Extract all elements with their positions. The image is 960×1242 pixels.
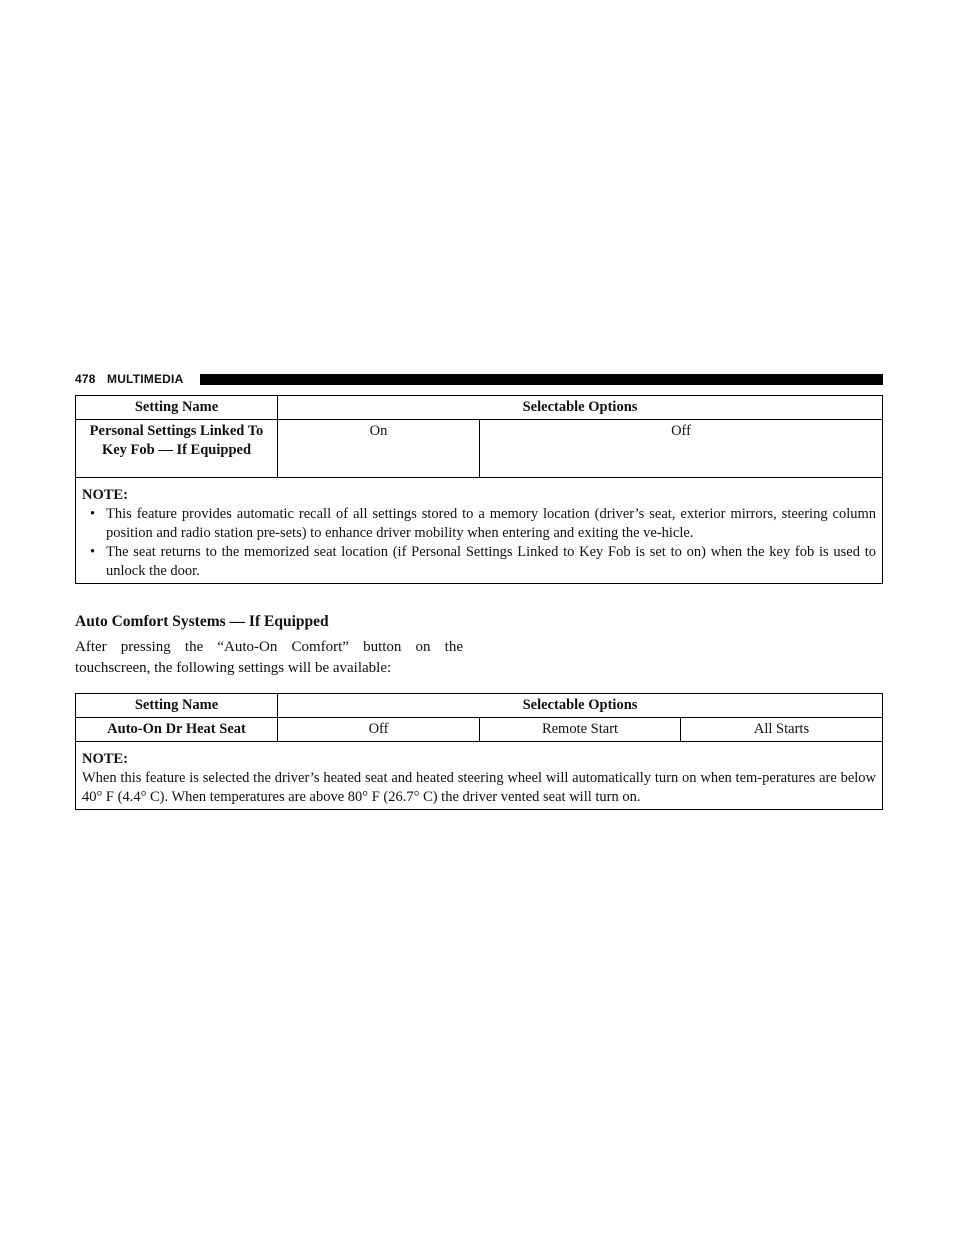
table-row: [76, 420, 883, 478]
note-row: [76, 742, 883, 810]
bullet-icon: •: [90, 506, 96, 522]
column-header-selectable-options: Selectable Options: [278, 396, 883, 420]
column-header-setting-name: Setting Name: [76, 694, 278, 718]
header-rule: [200, 374, 883, 385]
page-header: [75, 371, 883, 388]
page-number: 478: [75, 372, 96, 386]
table-row: [76, 718, 883, 742]
note-title: NOTE:: [82, 487, 128, 503]
note-list: [82, 505, 876, 581]
option-cell: On: [278, 420, 480, 478]
note-text: This feature provides automatic recall of all settings stored to a memory location (driver’s seat, exterior mirrors, steering column position and radio station pre-sets) to enhance driver mobility when entering and exiting the ve-hicle.: [106, 506, 877, 541]
note-text: The seat returns to the memorized seat location (if Personal Settings Linked to Key Fob is set to on) when the key fob is used to unlock the door.: [106, 544, 877, 579]
section-title: MULTIMEDIA: [107, 372, 184, 386]
note-cell: [76, 742, 883, 810]
bullet-icon: •: [90, 544, 96, 560]
column-header-setting-name: Setting Name: [76, 396, 278, 420]
setting-name-cell: Auto-On Dr Heat Seat: [76, 718, 278, 742]
settings-table-auto-comfort: [75, 693, 883, 810]
note-text: When this feature is selected the driver’s heated seat and heated steering wheel will automatically turn on when tem-peratures are below 40° F (4.4° C). When temperatures are above 80° F (26.7° C) the driver vented seat will turn on.: [82, 770, 877, 805]
note-row: [76, 478, 883, 584]
note-title: NOTE:: [82, 751, 128, 767]
column-header-selectable-options: Selectable Options: [278, 694, 883, 718]
setting-name-cell: Personal Settings Linked To Key Fob — If Equipped: [76, 420, 278, 478]
table-header-row: [76, 694, 883, 718]
option-cell: Off: [278, 718, 480, 742]
option-cell: All Starts: [681, 718, 883, 742]
note-item: [82, 505, 876, 543]
section-heading: Auto Comfort Systems — If Equipped: [75, 613, 329, 630]
note-item: [82, 543, 876, 581]
note-cell: [76, 478, 883, 584]
option-cell: Remote Start: [480, 718, 681, 742]
section-intro: After pressing the “Auto-On Comfort” button on the touchscreen, the following settings will be available:: [75, 639, 463, 676]
settings-table-key-fob: [75, 395, 883, 584]
option-cell: Off: [480, 420, 883, 478]
table-header-row: [76, 396, 883, 420]
